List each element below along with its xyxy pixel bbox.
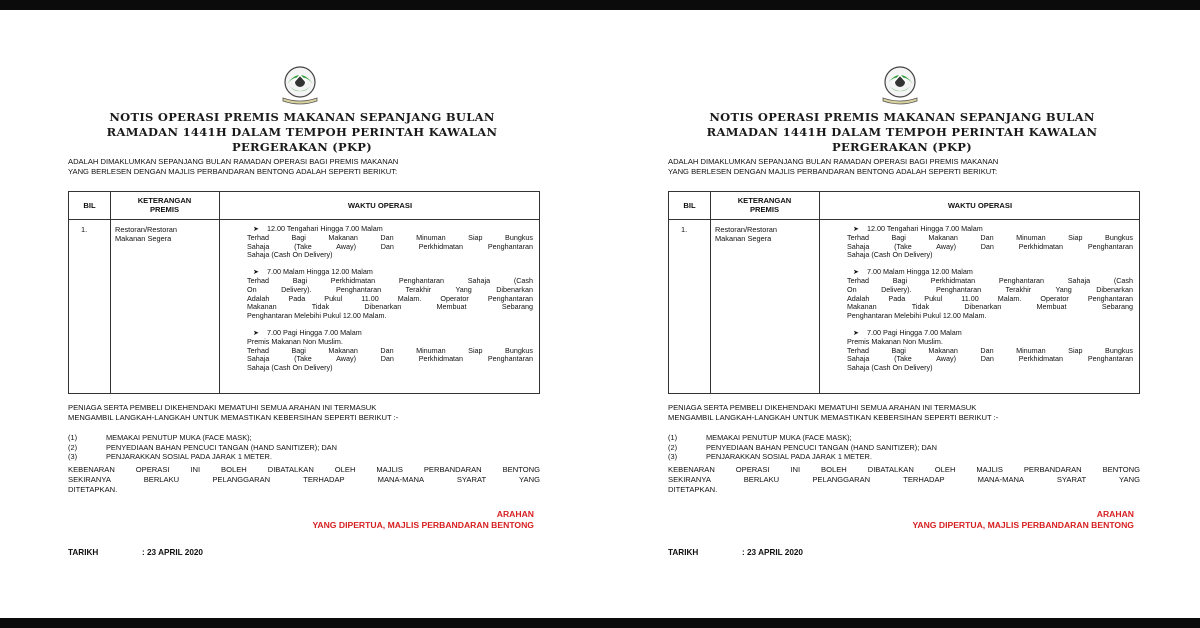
compliance-paragraph xyxy=(668,403,1140,423)
signature-directive: ARAHAN xyxy=(496,509,534,519)
compliance-paragraph xyxy=(68,403,540,423)
revocation-line: SEKIRANYA BERLAKU PELANGGARAN TERHADAP MANA-MANA SYARAT YANG xyxy=(668,475,1140,484)
operation-line: Penghantaran Melebihi Pukul 12.00 Malam. xyxy=(847,311,987,321)
row-premis xyxy=(115,225,177,243)
operation-list xyxy=(847,225,1133,381)
compliance-line: MENGAMBIL LANGKAH-LANGKAH UNTUK MEMASTIKAN KEBERSIHAN SEPERTI BERIKUT :- xyxy=(68,413,399,422)
date-line xyxy=(68,548,203,557)
operation-line: Sahaja (Take Away) Dan Perkhidmatan Penghantaran xyxy=(247,241,533,251)
notice-document-right xyxy=(662,10,1142,618)
operation-line: On Delivery). Penghantaran Terakhir Yang Dibenarkan xyxy=(247,284,533,294)
header-keterangan-line: KETERANGAN xyxy=(737,196,792,205)
bottom-black-bar xyxy=(0,618,1200,628)
operation-line: On Delivery). Penghantaran Terakhir Yang Dibenarkan xyxy=(847,284,1133,294)
title-line: RAMADAN 1441H DALAM TEMPOH PERINTAH KAWALAN xyxy=(106,125,498,139)
title-line: PERGERAKAN (PKP) xyxy=(832,140,972,154)
compliance-line: MENGAMBIL LANGKAH-LANGKAH UNTUK MEMASTIKAN KEBERSIHAN SEPERTI BERIKUT :- xyxy=(668,413,999,422)
date-label: TARIKH xyxy=(68,548,99,557)
operation-heading: 12.00 Tengahari Hingga 7.00 Malam xyxy=(867,224,983,233)
operation-line: Sahaja (Cash On Delivery) xyxy=(247,250,333,260)
list-item xyxy=(68,452,540,462)
operation-heading: 7.00 Malam Hingga 12.00 Malam xyxy=(267,267,373,277)
operation-line: Terhad Bagi Perkhidmatan Penghantaran Sahaja (Cash xyxy=(847,275,1133,285)
notice-title xyxy=(62,110,542,155)
list-item-text: MEMAKAI PENUTUP MUKA (FACE MASK); xyxy=(706,433,852,442)
notice-title xyxy=(662,110,1142,155)
list-item-text: PENYEDIAAN BAHAN PENCUCI TANGAN (HAND SANITIZER); DAN xyxy=(706,442,937,452)
revocation-paragraph xyxy=(668,465,1140,495)
operation-line: Sahaja (Cash On Delivery) xyxy=(847,363,933,373)
list-item-number: (1) xyxy=(68,433,78,442)
intro-line: YANG BERLESEN DENGAN MAJLIS PERBANDARAN BENTONG ADALAH SEPERTI BERIKUT: xyxy=(668,167,998,176)
operation-line: Sahaja (Take Away) Dan Perkhidmatan Penghantaran xyxy=(847,241,1133,251)
date-line xyxy=(668,548,803,557)
operation-heading: 7.00 Malam Hingga 12.00 Malam xyxy=(867,267,973,277)
revocation-line: DITETAPKAN. xyxy=(668,485,718,494)
operation-line: Premis Makanan Non Muslim. xyxy=(847,336,943,346)
compliance-line: PENIAGA SERTA PEMBELI DIKEHENDAKI MEMATUHI SEMUA ARAHAN INI TERMASUK xyxy=(68,403,377,412)
intro-line: YANG BERLESEN DENGAN MAJLIS PERBANDARAN BENTONG ADALAH SEPERTI BERIKUT: xyxy=(68,167,398,176)
list-item xyxy=(668,433,1140,443)
header-keterangan-line: PREMIS xyxy=(149,205,180,214)
revocation-line: KEBENARAN OPERASI INI BOLEH DIBATALKAN OLEH MAJLIS PERBANDARAN BENTONG xyxy=(68,465,540,474)
mpb-crest-logo-icon xyxy=(275,62,325,112)
operation-item xyxy=(847,329,1133,373)
intro-line: ADALAH DIMAKLUMKAN SEPANJANG BULAN RAMADAN OPERASI BAGI PREMIS MAKANAN xyxy=(68,157,399,166)
operation-line: Terhad Bagi Perkhidmatan Penghantaran Sahaja (Cash xyxy=(247,275,533,285)
arrow-bullet-icon: ➤ xyxy=(853,327,860,337)
arrow-bullet-icon: ➤ xyxy=(253,267,260,277)
list-item-number: (3) xyxy=(68,452,78,461)
header-bil: BIL xyxy=(83,201,96,210)
table-divider xyxy=(710,192,711,393)
operation-heading: 12.00 Tengahari Hingga 7.00 Malam xyxy=(267,224,383,233)
operation-line: Makanan Tidak Dibenarkan Membuat Sebarang xyxy=(247,302,533,312)
signature-authority: YANG DIPERTUA, MAJLIS PERBANDARAN BENTONG xyxy=(912,520,1134,530)
list-item xyxy=(68,433,540,443)
date-value: : 23 APRIL 2020 xyxy=(142,548,203,557)
operation-line: Terhad Bagi Makanan Dan Minuman Siap Bungkus xyxy=(847,232,1133,242)
date-label: TARIKH xyxy=(668,548,699,557)
row-bil: 1. xyxy=(81,225,88,234)
compliance-line: PENIAGA SERTA PEMBELI DIKEHENDAKI MEMATUHI SEMUA ARAHAN INI TERMASUK xyxy=(668,403,977,412)
title-line: PERGERAKAN (PKP) xyxy=(232,140,372,154)
premis-line: Restoran/Restoran xyxy=(715,225,778,234)
header-waktu: WAKTU OPERASI xyxy=(347,201,413,210)
operation-item xyxy=(847,225,1133,260)
list-item-number: (2) xyxy=(668,442,678,452)
premis-line: Makanan Segera xyxy=(715,234,772,243)
operation-line: Penghantaran Melebihi Pukul 12.00 Malam. xyxy=(247,311,387,321)
list-item xyxy=(68,443,540,453)
title-line: NOTIS OPERASI PREMIS MAKANAN SEPANJANG BULAN xyxy=(109,110,495,124)
operation-line: Makanan Tidak Dibenarkan Membuat Sebarang xyxy=(847,302,1133,312)
intro-paragraph xyxy=(668,157,1138,177)
operation-item xyxy=(847,268,1133,321)
operation-item xyxy=(247,329,533,373)
revocation-line: SEKIRANYA BERLAKU PELANGGARAN TERHADAP MANA-MANA SYARAT YANG xyxy=(68,475,540,484)
operation-line: Sahaja (Take Away) Dan Perkhidmatan Penghantaran xyxy=(847,354,1133,364)
operation-line: Terhad Bagi Makanan Dan Minuman Siap Bungkus xyxy=(247,345,533,355)
list-item xyxy=(668,452,1140,462)
list-item-text: PENJARAKKAN SOSIAL PADA JARAK 1 METER. xyxy=(106,452,272,461)
row-bil: 1. xyxy=(681,225,688,234)
operation-line: Sahaja (Cash On Delivery) xyxy=(247,363,333,373)
hygiene-measures-list xyxy=(668,433,1140,462)
row-premis xyxy=(715,225,777,243)
header-keterangan xyxy=(110,196,219,214)
arrow-bullet-icon: ➤ xyxy=(853,224,860,233)
table-header-divider xyxy=(69,219,539,220)
title-line: RAMADAN 1441H DALAM TEMPOH PERINTAH KAWALAN xyxy=(706,125,1098,139)
operation-heading: 7.00 Pagi Hingga 7.00 Malam xyxy=(867,327,962,337)
operation-line: Adalah Pada Pukul 11.00 Malam. Operator Penghantaran xyxy=(247,293,533,303)
revocation-line: DITETAPKAN. xyxy=(68,485,118,494)
list-item xyxy=(668,443,1140,453)
table-divider xyxy=(219,192,220,393)
operation-line: Terhad Bagi Makanan Dan Minuman Siap Bungkus xyxy=(847,345,1133,355)
intro-line: ADALAH DIMAKLUMKAN SEPANJANG BULAN RAMADAN OPERASI BAGI PREMIS MAKANAN xyxy=(668,157,999,166)
operations-table xyxy=(68,191,540,394)
intro-paragraph xyxy=(68,157,538,177)
table-header-divider xyxy=(669,219,1139,220)
revocation-line: KEBENARAN OPERASI INI BOLEH DIBATALKAN OLEH MAJLIS PERBANDARAN BENTONG xyxy=(668,465,1140,474)
premis-line: Restoran/Restoran xyxy=(115,225,178,234)
header-waktu: WAKTU OPERASI xyxy=(947,201,1013,210)
operation-line: Terhad Bagi Makanan Dan Minuman Siap Bungkus xyxy=(247,232,533,242)
header-keterangan-line: KETERANGAN xyxy=(137,196,192,205)
operation-line: Premis Makanan Non Muslim. xyxy=(247,336,343,346)
title-line: NOTIS OPERASI PREMIS MAKANAN SEPANJANG BULAN xyxy=(709,110,1095,124)
operation-heading: 7.00 Pagi Hingga 7.00 Malam xyxy=(267,327,362,337)
operation-list xyxy=(247,225,533,381)
arrow-bullet-icon: ➤ xyxy=(853,267,860,277)
table-divider xyxy=(819,192,820,393)
operation-item xyxy=(247,225,533,260)
table-divider xyxy=(110,192,111,393)
mpb-crest-logo-icon xyxy=(875,62,925,112)
list-item-number: (3) xyxy=(668,452,678,461)
hygiene-measures-list xyxy=(68,433,540,462)
signature-directive: ARAHAN xyxy=(1096,509,1134,519)
operation-line: Sahaja (Take Away) Dan Perkhidmatan Penghantaran xyxy=(247,354,533,364)
premis-line: Makanan Segera xyxy=(115,234,172,243)
list-item-number: (1) xyxy=(668,433,678,442)
revocation-paragraph xyxy=(68,465,540,495)
operation-item xyxy=(247,268,533,321)
header-keterangan xyxy=(710,196,819,214)
list-item-text: MEMAKAI PENUTUP MUKA (FACE MASK); xyxy=(106,433,252,442)
top-black-bar xyxy=(0,0,1200,10)
operation-line: Adalah Pada Pukul 11.00 Malam. Operator Penghantaran xyxy=(847,293,1133,303)
date-value: : 23 APRIL 2020 xyxy=(742,548,803,557)
arrow-bullet-icon: ➤ xyxy=(253,224,260,233)
arrow-bullet-icon: ➤ xyxy=(253,327,260,337)
operations-table xyxy=(668,191,1140,394)
header-keterangan-line: PREMIS xyxy=(749,205,780,214)
list-item-text: PENJARAKKAN SOSIAL PADA JARAK 1 METER. xyxy=(706,452,872,461)
list-item-number: (2) xyxy=(68,442,78,452)
operation-line: Sahaja (Cash On Delivery) xyxy=(847,250,933,260)
list-item-text: PENYEDIAAN BAHAN PENCUCI TANGAN (HAND SANITIZER); DAN xyxy=(106,442,337,452)
header-bil: BIL xyxy=(683,201,696,210)
notice-document-left xyxy=(62,10,542,618)
signature-authority: YANG DIPERTUA, MAJLIS PERBANDARAN BENTONG xyxy=(312,520,534,530)
